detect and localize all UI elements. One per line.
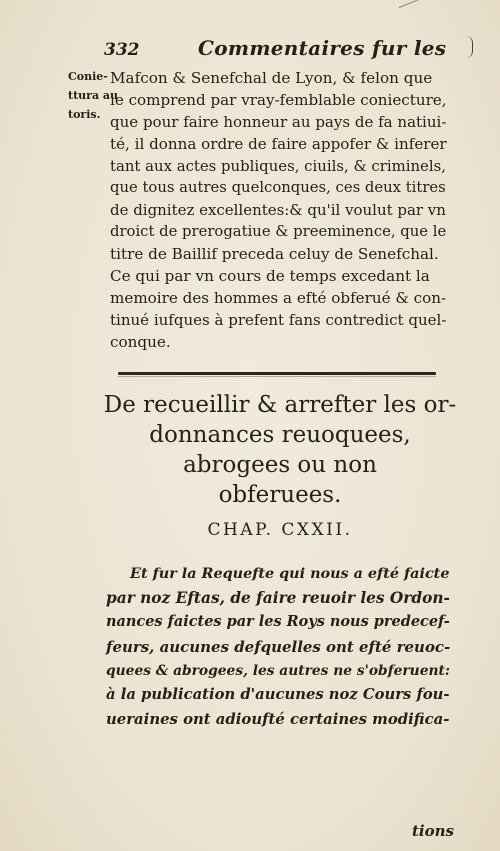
- text-line: que tous autres quelconques, ces deux titres: [110, 179, 446, 196]
- italic-text-line: quees & abrogees, les autres ne s'obferuent:: [106, 662, 450, 679]
- section-divider-rule: [118, 372, 436, 375]
- section-title-line: obferuees.: [218, 482, 342, 508]
- marginal-note-line: ttura au: [68, 89, 119, 102]
- text-line: conque.: [110, 333, 171, 351]
- text-line: té, il donna ordre de faire appofer & inferer: [110, 135, 447, 153]
- text-line: tant aux actes publiques, ciuils, & criminels,: [110, 157, 446, 175]
- running-head: Commentaires fur les: [198, 36, 447, 60]
- body-paragraph: [110, 67, 446, 353]
- italic-text-line: par noz Eftas, de faire reuoir les Ordon-: [106, 589, 450, 608]
- marginal-note-line: Conie-: [68, 70, 108, 83]
- italic-paragraph: [106, 562, 450, 731]
- italic-text-line: à la publication d'aucunes noz Cours fou-: [106, 685, 450, 703]
- text-line: droict de prerogatiue & preeminence, que le: [110, 223, 447, 240]
- text-line: tinué iufques à prefent fans contredict quel-: [110, 311, 447, 329]
- text-line: Mafcon & Senefchal de Lyon, & felon que: [110, 69, 433, 87]
- marginal-note-line: toris.: [68, 108, 101, 121]
- section-title-line: donnances reuoquees,: [149, 422, 411, 448]
- text-line: titre de Baillif preceda celuy de Senefchal.: [110, 245, 439, 263]
- text-line: ie comprend par vray-femblable coniecture,: [110, 91, 447, 109]
- section-title-line: De recueillir & arrefter les or-: [103, 392, 457, 418]
- catchword: tions: [412, 822, 454, 840]
- chapter-heading: CHAP. CXXII.: [207, 520, 353, 540]
- margin-bracket-mark: [466, 36, 473, 58]
- italic-text-line: feurs, aucunes defquelles ont efté reuoc-: [106, 637, 451, 656]
- section-divider-rule-thin: [118, 376, 436, 377]
- italic-text-line: Et fur la Requefte qui nous a efté faicte: [130, 566, 450, 582]
- section-title-line: abrogees ou non: [183, 452, 377, 478]
- text-line: que pour faire honneur au pays de fa natiui-: [110, 113, 447, 131]
- section-title: [100, 390, 460, 510]
- italic-text-line: ueraines ont adioufté certaines modifica-: [106, 710, 450, 729]
- page-number: 332: [104, 40, 140, 60]
- italic-text-line: nances faictes par les Roys nous predecef-: [106, 613, 450, 631]
- pencil-mark: [399, 0, 420, 8]
- text-line: Ce qui par vn cours de temps excedant la: [110, 267, 430, 285]
- text-line: memoire des hommes a efté obferué & con-: [110, 289, 447, 307]
- text-line: de dignitez excellentes:& qu'il voulut par vn: [110, 201, 446, 219]
